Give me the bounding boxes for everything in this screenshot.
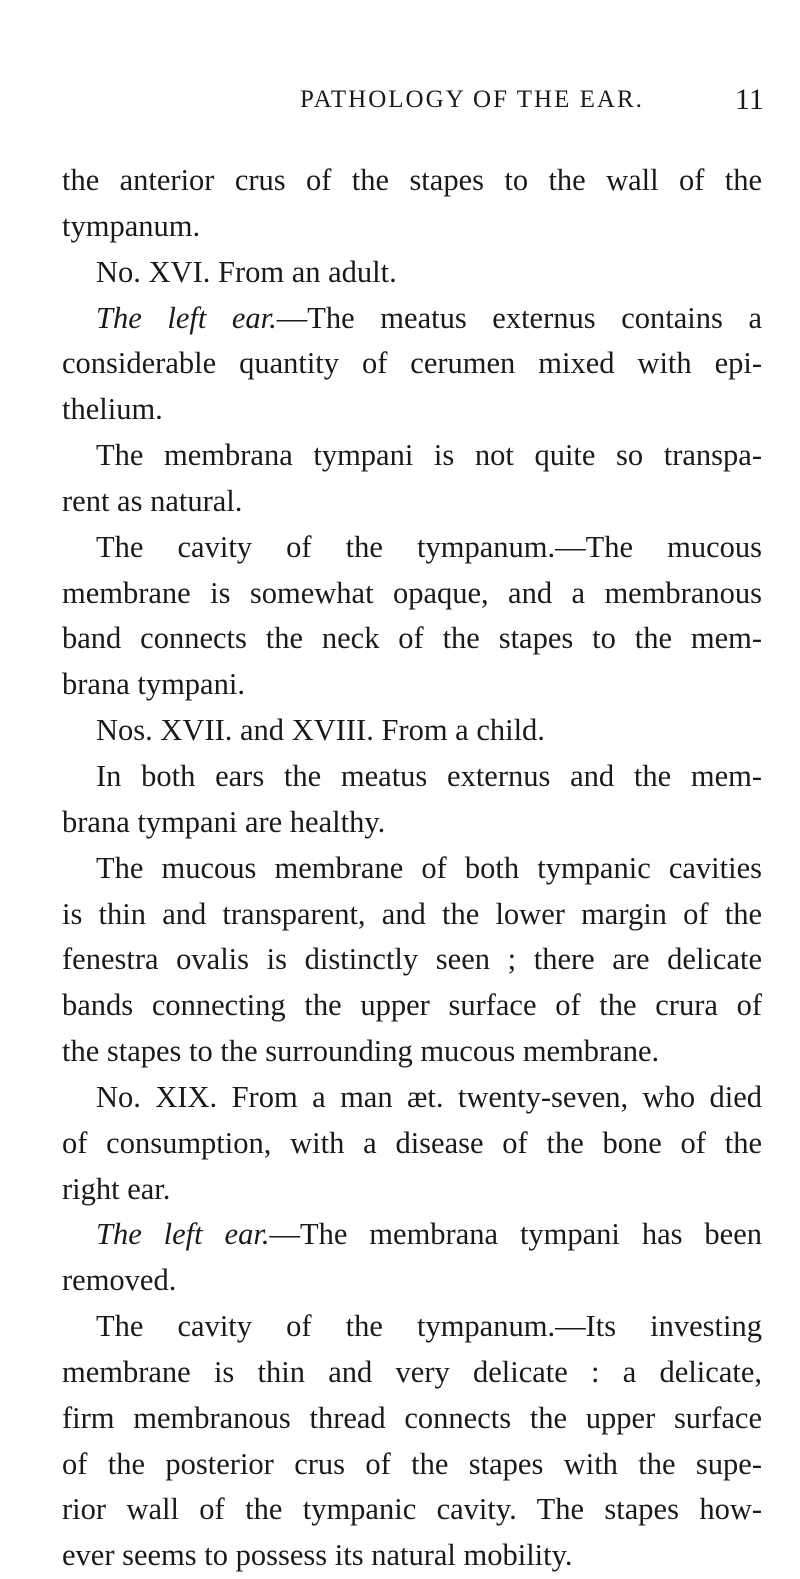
- text-line: [62, 1487, 762, 1533]
- text-line: [62, 1075, 762, 1121]
- text-line: [62, 800, 762, 846]
- line-text: band connects the neck of the stapes to the mem-: [62, 621, 762, 656]
- text-line: [62, 1304, 762, 1350]
- line-text: fenestra ovalis is distinctly seen ; there are delicate: [62, 942, 762, 977]
- line-text: right ear.: [62, 1171, 171, 1206]
- line-text: In both ears the meatus externus and the mem-: [96, 758, 762, 793]
- line-text: firm membranous thread connects the upper surface: [62, 1400, 762, 1435]
- text-line: [62, 892, 762, 938]
- text-line: [62, 1029, 762, 1075]
- text-line: [62, 433, 762, 479]
- text-line: [62, 571, 762, 617]
- text-line: [62, 708, 762, 754]
- line-text: tympanum.: [62, 208, 201, 243]
- line-text: the anterior crus of the stapes to the wall of the: [62, 163, 762, 197]
- text-line: [62, 754, 762, 800]
- line-text: considerable quantity of cerumen mixed with epi-: [62, 346, 762, 381]
- text-line: [62, 387, 762, 433]
- text-line: [62, 1258, 762, 1304]
- line-text: The membrana tympani is not quite so transpa-: [96, 438, 762, 473]
- line-text: the stapes to the surrounding mucous membrane.: [62, 1034, 660, 1069]
- text-line: [62, 250, 762, 296]
- text-line: [62, 1396, 762, 1442]
- text-line: [62, 341, 762, 387]
- line-text: —The meatus externus contains a: [276, 300, 762, 335]
- line-text: membrane is thin and very delicate : a delicate,: [62, 1354, 762, 1389]
- running-title: PATHOLOGY OF THE EAR.: [300, 86, 644, 113]
- line-text: removed.: [62, 1263, 177, 1298]
- text-line: [62, 846, 762, 892]
- line-text: No. XIX. From a man æt. twenty-seven, who died: [96, 1079, 762, 1114]
- text-line: [62, 525, 762, 571]
- line-text: is thin and transparent, and the lower margin of the: [62, 896, 762, 931]
- text-line: [62, 1350, 762, 1396]
- text-line: [62, 204, 762, 250]
- line-text: brana tympani are healthy.: [62, 804, 386, 839]
- line-text: thelium.: [62, 392, 163, 427]
- text-line: [62, 1167, 762, 1213]
- text-line: [62, 1121, 762, 1167]
- italic-heading: The left ear.: [96, 300, 277, 335]
- text-line: [62, 662, 762, 708]
- line-text: bands connecting the upper surface of the crura of: [62, 988, 762, 1023]
- line-text: No. XVI. From an adult.: [96, 254, 397, 289]
- line-text: membrane is somewhat opaque, and a membranous: [62, 575, 762, 610]
- page-number: 11: [735, 83, 764, 116]
- text-line: [62, 158, 762, 204]
- body-text: [62, 158, 762, 1579]
- line-text: —The membrana tympani has been: [269, 1217, 762, 1252]
- italic-heading: The left ear.: [96, 1217, 270, 1252]
- text-line: [62, 296, 762, 342]
- line-text: of the posterior crus of the stapes with the supe-: [62, 1446, 762, 1481]
- running-head: [0, 83, 800, 126]
- text-line: [62, 1212, 762, 1258]
- text-line: [62, 1442, 762, 1488]
- line-text: brana tympani.: [62, 667, 245, 702]
- line-text: of consumption, with a disease of the bone of the: [62, 1125, 762, 1160]
- line-text: ever seems to possess its natural mobility.: [62, 1538, 573, 1573]
- line-text: The cavity of the tympanum.—The mucous: [96, 529, 762, 564]
- line-text: rior wall of the tympanic cavity. The stapes how-: [62, 1492, 762, 1527]
- line-text: rent as natural.: [62, 483, 243, 518]
- line-text: The cavity of the tympanum.—Its investing: [96, 1309, 762, 1344]
- text-line: [62, 937, 762, 983]
- text-line: [62, 983, 762, 1029]
- text-line: [62, 479, 762, 525]
- text-line: [62, 616, 762, 662]
- line-text: Nos. XVII. and XVIII. From a child.: [96, 713, 545, 748]
- text-line: [62, 1533, 762, 1579]
- line-text: The mucous membrane of both tympanic cavities: [96, 850, 762, 885]
